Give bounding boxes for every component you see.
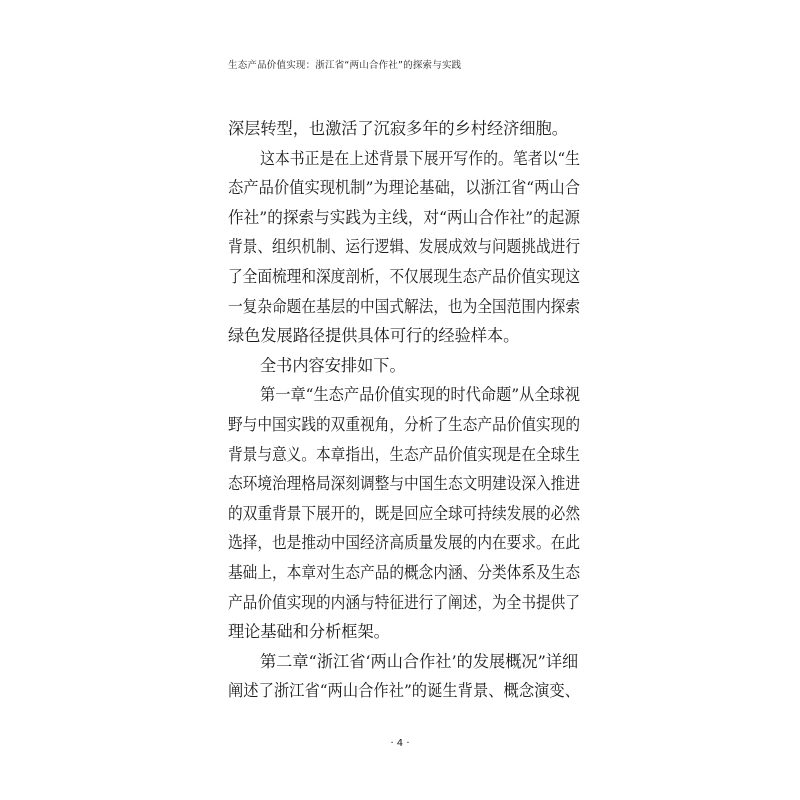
text-line: 基础上，本章对生态产品的概念内涵、分类体系及生态 [228, 562, 580, 582]
text-line: 这本书正是在上述背景下展开写作的。笔者以“生 [260, 148, 581, 168]
text-line: 作社”的探索与实践为主线，对“两山合作社”的起源 [228, 207, 580, 227]
text-line: 产品价值实现的内涵与特征进行了阐述，为全书提供了 [228, 592, 580, 612]
text-line: 野与中国实践的双重视角，分析了生态产品价值实现的 [228, 414, 580, 434]
text-line: 一复杂命题在基层的中国式解法，也为全国范围内探索 [228, 296, 580, 316]
page-number: · 4 · [390, 738, 410, 749]
text-line: 了全面梳理和深度剖析，不仅展现生态产品价值实现这 [228, 266, 580, 286]
text-line: 理论基础和分析框架。 [228, 622, 390, 642]
text-line: 背景与意义。本章指出，生态产品价值实现是在全球生 [228, 444, 580, 464]
text-line: 阐述了浙江省“两山合作社”的诞生背景、概念演变、 [228, 681, 581, 701]
text-line: 深层转型，也激活了沉寂多年的乡村经济细胞。 [228, 119, 568, 138]
running-header: 生态产品价值实现：浙江省“两山合作社”的探索与实践 [228, 60, 462, 71]
text-line: 的双重背景下展开的，既是回应全球可持续发展的必然 [228, 503, 580, 523]
text-line: 全书内容安排如下。 [260, 355, 406, 375]
text-line: 背景、组织机制、运行逻辑、发展成效与问题挑战进行 [228, 237, 580, 257]
text-line: 绿色发展路径提供具体可行的经验样本。 [228, 326, 520, 346]
body-text [228, 114, 580, 706]
text-line: 选择，也是推动中国经济高质量发展的内在要求。在此 [228, 533, 580, 553]
text-line: 第一章“生态产品价值实现的时代命题”从全球视 [260, 385, 580, 405]
text-line: 态环境治理格局深刻调整与中国生态文明建设深入推进 [228, 474, 580, 494]
text-line: 态产品价值实现机制”为理论基础，以浙江省“两山合 [228, 178, 581, 198]
text-line: 第二章“浙江省‘两山合作社’的发展概况”详细 [260, 651, 579, 671]
